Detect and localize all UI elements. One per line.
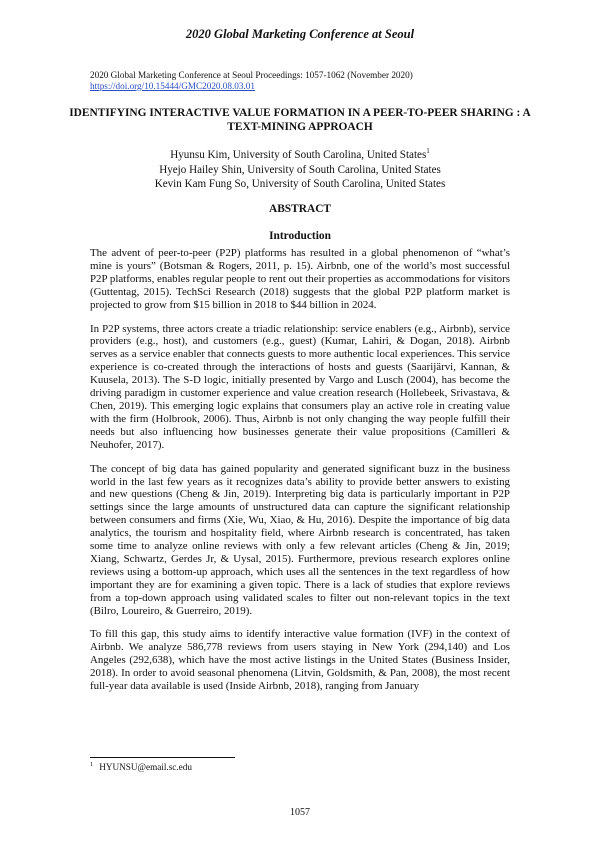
page-number: 1057	[290, 807, 310, 818]
paragraph: To fill this gap, this study aims to identify interactive value formation (IVF) in the context of Airbnb. We analyze 586,778 reviews from users staying in New York (294,140) and Los Angeles (292,638), which have the most active listings in the United States (Business Insider, 2018). In order to avoid seasonal phenomena (Litvin, Goldsmith, & Pan, 2008), the most recent full-year data available is used (Inside Airbnb, 2018), ranging from January	[90, 628, 510, 693]
conference-header: 2020 Global Marketing Conference at Seoul	[185, 27, 415, 41]
footnote-text: HYUNSU@email.sc.edu	[99, 762, 192, 772]
author-line: Kevin Kam Fung So, University of South Carolina, United States	[154, 178, 446, 190]
footnote-rule	[90, 757, 235, 758]
paper-title: IDENTIFYING INTERACTIVE VALUE FORMATION IN A PEER-TO-PEER SHARING : A TEXT-MINING APPROACH	[69, 107, 531, 133]
proceedings-citation: 2020 Global Marketing Conference at Seoul Proceedings: 1057-1062 (November 2020)	[90, 70, 413, 80]
body-text	[90, 247, 510, 704]
footnote-number: 1	[90, 761, 94, 768]
paragraph: In P2P systems, three actors create a triadic relationship: service enablers (e.g., Airbnb), service providers (e.g., host), and customers (e.g., guest) (Kumar, Lahiri, & Dogan, 2018). Airbnb serves as a service enabler that connects guests to more authentic local experiences. This service experience is co-created through the interactions of hosts and guests (Saarijärvi, Kannan, & Kuusela, 2013). The S-D logic, initially presented by Vargo and Lusch (2004), has become the driving paradigm in customer experience and value creation research (Hollebeek, Srivastava, & Chen, 2019). This emerging logic explains that consumers play an active role in creating value with the firm (Holbrook, 2006). Thus, Airbnb is not only changing the way people fulfill their needs but also influencing how businesses generate their value propositions (Camilleri & Neuhofer, 2017).	[90, 322, 510, 451]
proceedings-info	[90, 70, 520, 92]
footnote-mark: 1	[426, 147, 430, 155]
section-heading: Introduction	[269, 230, 331, 242]
footnote	[90, 762, 510, 773]
author-line: Hyunsu Kim, University of South Carolina, United States$^1$	[170, 147, 430, 161]
author-list	[60, 148, 540, 192]
paragraph: The concept of big data has gained popularity and generated significant buzz in the business world in the last few years as it recognizes data’s ability to provide better answers to existing and new questions (Cheng & Jin, 2019). Interpreting big data is particularly important in P2P settings since the large amounts of unstructured data can capture the significant relationship between consumers and firms (Xie, Wu, Xiao, & Hu, 2016). Despite the importance of big data analytics, the tourism and hospitality field, where Airbnb research is concentrated, has taken some time to analyze online reviews with only a few relevant articles (Cheng & Jin, 2019; Xiang, Schwartz, Gerdes Jr, & Uysal, 2015). Furthermore, previous research explores online reviews using a bottom-up approach, which uses all the sentences in the text regardless of how important they are for examining a given topic. There is a lack of studies that explore reviews from a top-down approach using validated scales to filter out non-relevant topics in the text (Bilro, Loureiro, & Guerreiro, 2019).	[90, 462, 510, 617]
doi-link[interactable]: https://doi.org/10.15444/GMC2020.08.03.01	[90, 81, 255, 91]
abstract-heading: ABSTRACT	[268, 203, 332, 215]
paragraph: The advent of peer-to-peer (P2P) platforms has resulted in a global phenomenon of “what’s mine is yours” (Botsman & Rogers, 2011, p. 15). Airbnb, one of the world’s most successful P2P platforms, enables regular people to rent out their properties as accommodations for visitors (Guttentag, 2015). TechSci Research (2018) suggests that the global P2P platform market is projected to grow from $15 billion in 2018 to $44 billion in 2024.	[90, 247, 510, 311]
author-line: Hyejo Hailey Shin, University of South Carolina, United States	[159, 163, 441, 176]
